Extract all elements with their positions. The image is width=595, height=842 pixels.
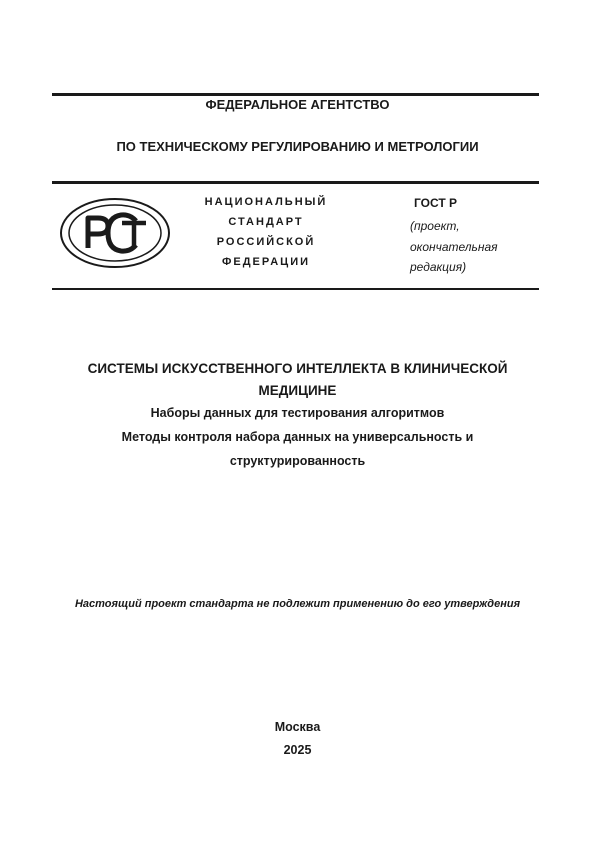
draft-status-line: (проект, bbox=[410, 219, 460, 233]
document-subtitle bbox=[60, 401, 535, 473]
subtitle-line: Методы контроля набора данных на универсальность и bbox=[121, 430, 474, 444]
draft-status-line: редакция) bbox=[410, 260, 467, 274]
subtitle-line: структурированность bbox=[229, 454, 366, 468]
draft-notice: Настоящий проект стандарта не подлежит применению до его утверждения bbox=[74, 598, 521, 610]
national-standard-line: НАЦИОНАЛЬНЫЙ bbox=[204, 196, 328, 208]
national-standard-label bbox=[196, 192, 336, 272]
national-standard-line: РОССИЙСКОЙ bbox=[216, 236, 316, 248]
block-top-rule bbox=[52, 181, 539, 184]
national-standard-line: ФЕДЕРАЦИИ bbox=[221, 256, 311, 268]
subtitle-line: Наборы данных для тестирования алгоритмов bbox=[150, 406, 445, 420]
national-standard-line: СТАНДАРТ bbox=[228, 216, 304, 228]
title-line: СИСТЕМЫ ИСКУССТВЕННОГО ИНТЕЛЛЕКТА В КЛИНИЧЕСКОЙ bbox=[87, 361, 508, 376]
agency-line-2: ПО ТЕХНИЧЕСКОМУ РЕГУЛИРОВАНИЮ И МЕТРОЛОГИИ bbox=[116, 139, 479, 154]
top-rule bbox=[52, 93, 539, 96]
year: 2025 bbox=[283, 743, 312, 757]
rst-logo-icon bbox=[58, 196, 172, 270]
title-line: МЕДИЦИНЕ bbox=[258, 383, 337, 398]
gost-code: ГОСТ Р bbox=[414, 196, 458, 210]
city: Москва bbox=[274, 720, 321, 734]
draft-status bbox=[410, 216, 540, 278]
draft-status-line: окончательная bbox=[410, 239, 498, 254]
document-title bbox=[60, 358, 535, 402]
block-bottom-rule bbox=[52, 288, 539, 290]
agency-line-1: ФЕДЕРАЛЬНОЕ АГЕНТСТВО bbox=[205, 97, 390, 112]
